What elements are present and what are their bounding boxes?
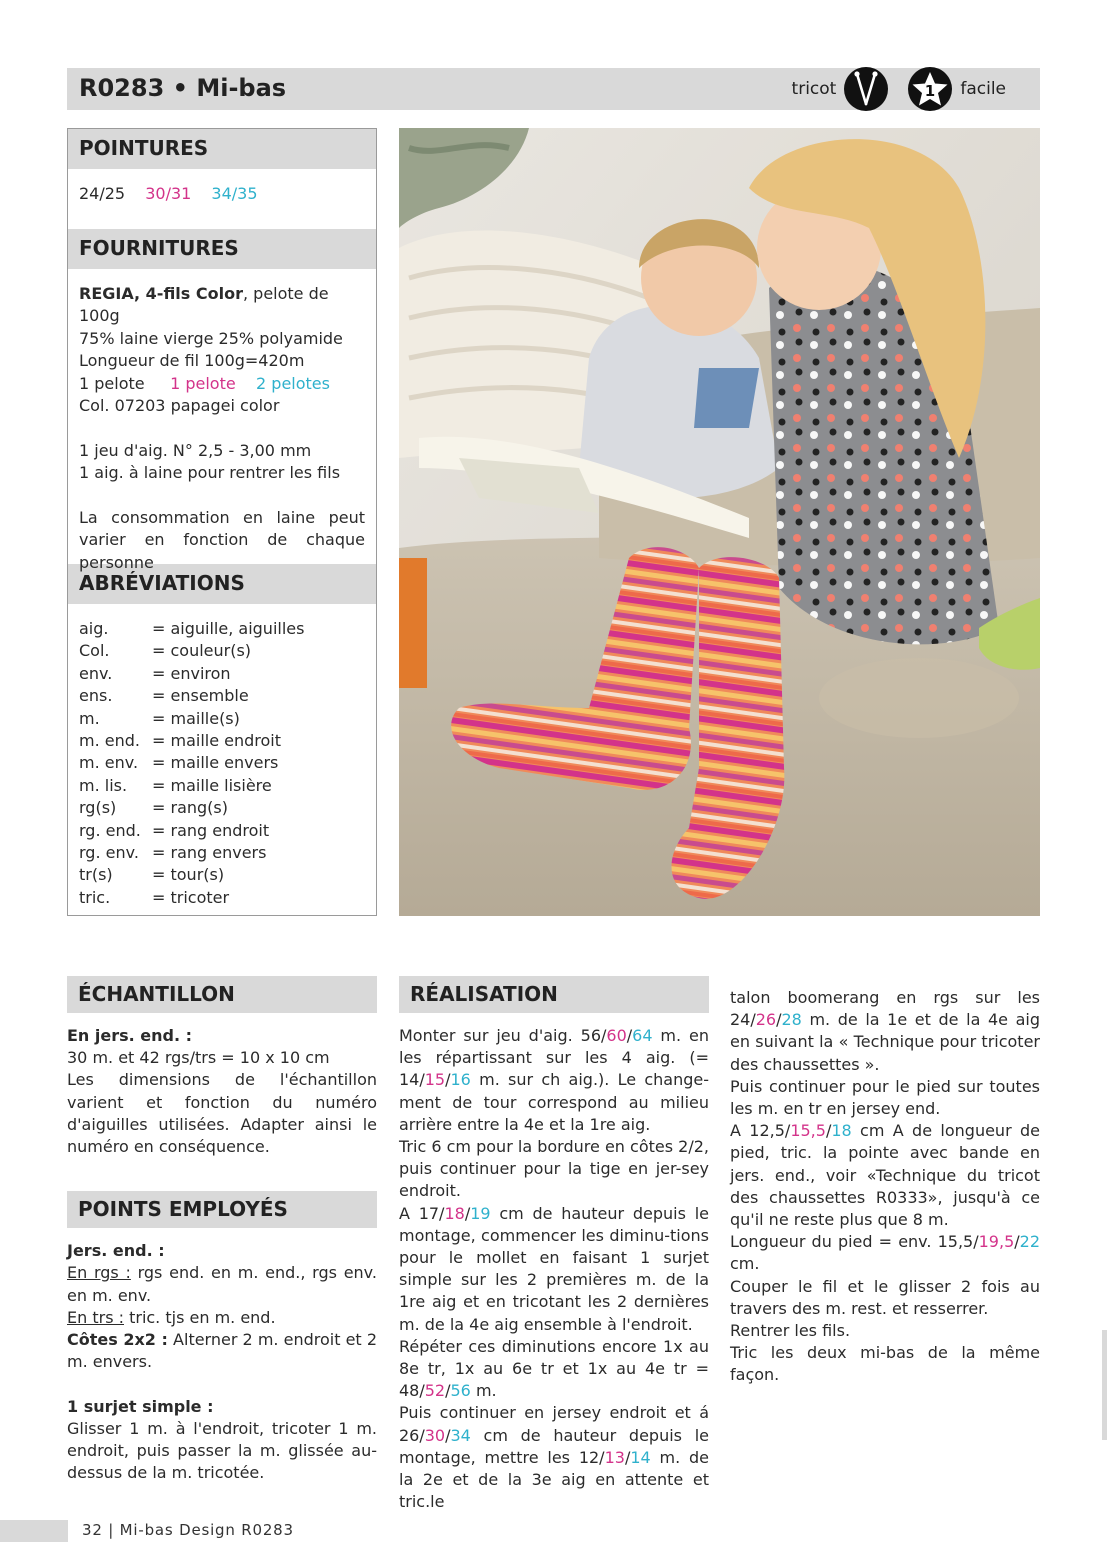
trs-text: tric. tjs en m. end.	[124, 1307, 276, 1327]
realisation-p5: Puis continuer en jersey endroit et á 26/30/34 cm de hauteur depuis le montage, mettre les 12/13/14 m. de la 2e et de la 3e aig en attente et tric.le	[399, 1403, 710, 1512]
cotes-label: Côtes 2x2 :	[67, 1330, 168, 1350]
realisation-p11: Rentrer les fils.	[730, 1321, 851, 1341]
points-body	[67, 1240, 377, 1484]
abbr-row: aig. = aiguille, aiguilles	[79, 619, 305, 638]
abbr-row: m. lis. = maille lisière	[79, 775, 272, 795]
qty-size-1: 1 pelote	[79, 373, 145, 393]
abbr-row: rg(s) = rang(s)	[79, 798, 228, 818]
consumption-note: La consommation en laine peut varier en fonction de chaque personne	[79, 508, 365, 572]
realisation-heading: RÉALISATION	[399, 976, 709, 1013]
abbr-row: env. = environ	[79, 663, 231, 683]
realisation-p4: Répéter ces diminutions encore 1x au 8e tr, 1x au 6e tr et 1x au 4e tr = 48/52/56 m.	[399, 1336, 709, 1401]
abbr-row: m. env. = maille envers	[79, 753, 279, 773]
column-1	[67, 976, 377, 1485]
abbr-row: tric. = tricoter	[79, 887, 230, 907]
trs-label: En trs :	[67, 1307, 124, 1327]
page-edge-tab	[1102, 1330, 1107, 1440]
realisation-p2: Tric 6 cm pour la bordure en côtes 2/2, puis continuer pour la tige en jer-sey endroit.	[399, 1137, 709, 1201]
realisation-p10: Couper le fil et le glisser 2 fois au travers des m. rest. et resserrer.	[730, 1276, 1040, 1318]
echantillon-text: Les dimensions de l'échantillon varient et fonction du numéro d'aiguilles utilisées. Adapter ainsi le numéro en conséquence.	[67, 1070, 377, 1157]
abbr-row: ens. = ensemble	[79, 686, 249, 706]
abreviations-heading: ABRÉVIATIONS	[68, 564, 376, 604]
surjet-text: Glisser 1 m. à l'endroit, tricoter 1 m. endroit, puis passer la m. glissée au-dessus de la m. tricotée.	[67, 1419, 377, 1483]
echantillon-heading: ÉCHANTILLON	[67, 976, 377, 1013]
abreviations-list	[68, 604, 376, 909]
echantillon-body	[67, 1025, 377, 1158]
abbr-row: rg. end. = rang endroit	[79, 820, 270, 840]
yarn-composition: 75% laine vierge 25% polyamide	[79, 328, 343, 348]
realisation-p12: Tric les deux mi-bas de la même façon.	[730, 1343, 1040, 1385]
abbr-row: m. = maille(s)	[79, 708, 240, 728]
difficulty-info	[792, 68, 1006, 110]
column-3	[730, 987, 1040, 1387]
cotes-text: Alterner 2 m. endroit et 2 m. envers.	[67, 1330, 377, 1372]
realisation-p9: Longueur du pied = env. 15,5/19,5/22 cm.	[730, 1232, 1040, 1274]
technique-label: tricot	[791, 79, 837, 99]
footer-bar	[0, 1520, 68, 1542]
footer-text: 32 | Mi-bas Design R0283	[82, 1521, 294, 1539]
size-3: 34/35	[211, 184, 258, 203]
rgs-label: En rgs :	[67, 1263, 131, 1283]
fournitures-body	[68, 269, 376, 572]
abbr-row: rg. env. = rang envers	[79, 843, 267, 863]
points-heading: POINTS EMPLOYÉS	[67, 1191, 377, 1228]
title-bar	[67, 68, 1040, 110]
materials-panel	[67, 128, 377, 916]
pointures-sizes	[68, 169, 376, 229]
difficulty-star-icon	[908, 67, 952, 111]
size-1: 24/25	[79, 184, 126, 203]
qty-size-3: 2 pelotes	[256, 373, 330, 393]
yarn-brand: REGIA, 4-fils Color	[79, 284, 243, 303]
fournitures-heading: FOURNITURES	[68, 229, 376, 269]
echantillon-gauge: 30 m. et 42 rgs/trs = 10 x 10 cm	[67, 1048, 330, 1068]
page-footer	[0, 1520, 400, 1542]
rgs-text: rgs end. en m. end., rgs env. en m. env.	[67, 1263, 377, 1305]
column-2	[399, 976, 709, 1513]
level-number: 1	[925, 82, 936, 100]
qty-size-2: 1 pelote	[170, 373, 236, 393]
yarn-weight: , pelote de 100g	[79, 284, 329, 326]
yarn-color: Col. 07203 papagei color	[79, 396, 280, 416]
page-title: R0283 • Mi-bas	[79, 74, 287, 102]
needles: 1 jeu d'aig. N° 2,5 - 3,00 mm	[79, 440, 312, 460]
realisation-p7: Puis continuer pour le pied sur toutes les m. en tr en jersey end.	[730, 1076, 1040, 1119]
echantillon-label: En jers. end. :	[67, 1026, 193, 1045]
level-label: facile	[960, 79, 1006, 99]
yarn-length: Longueur de fil 100g=420m	[79, 351, 305, 371]
pointures-heading: POINTURES	[68, 129, 376, 169]
realisation-p6: talon boomerang en rgs sur les 24/26/28 m. de la 1e et de la 4e aig en suivant la « Technique pour tricoter des chaussettes ».	[730, 988, 1040, 1074]
abbr-row: Col. = couleur(s)	[79, 641, 252, 661]
size-2: 30/31	[145, 184, 192, 203]
realisation-p8: A 12,5/15,5/18 cm A de longueur de pied, tric. la pointe avec bande en jers. end., voir «Technique du tricot des chaussettes R0333», jusqu'à ce qu'il ne reste plus que 8 m.	[730, 1121, 1040, 1230]
realisation-p1: Monter sur jeu d'aig. 56/60/64 m. en les répartissant sur les 4 aig. (= 14/15/16 m. sur ch aig.). Le change-ment de tour correspond au milieu arrière entre la 4e et la 1re aig.	[399, 1026, 709, 1134]
yarn-quantity	[79, 373, 365, 395]
product-photo	[399, 128, 1040, 916]
jers-label: Jers. end. :	[67, 1241, 165, 1261]
realisation-body	[399, 1025, 709, 1513]
realisation-p3: A 17/18/19 cm de hauteur depuis le montage, commencer les diminu-tions pour le mollet en faisant 1 surjet simple sur les 2 premières m. de la 1re aig et en tricotant les 2 dernières m. de la 4e aig ensemble à l'endroit.	[399, 1203, 709, 1334]
surjet-label: 1 surjet simple :	[67, 1396, 214, 1416]
abbr-row: tr(s) = tour(s)	[79, 865, 225, 885]
knitting-needles-icon	[844, 67, 888, 111]
realisation-continued	[730, 987, 1040, 1387]
abbr-row: m. end. = maille endroit	[79, 731, 282, 751]
wool-needle: 1 aig. à laine pour rentrer les fils	[79, 463, 341, 483]
